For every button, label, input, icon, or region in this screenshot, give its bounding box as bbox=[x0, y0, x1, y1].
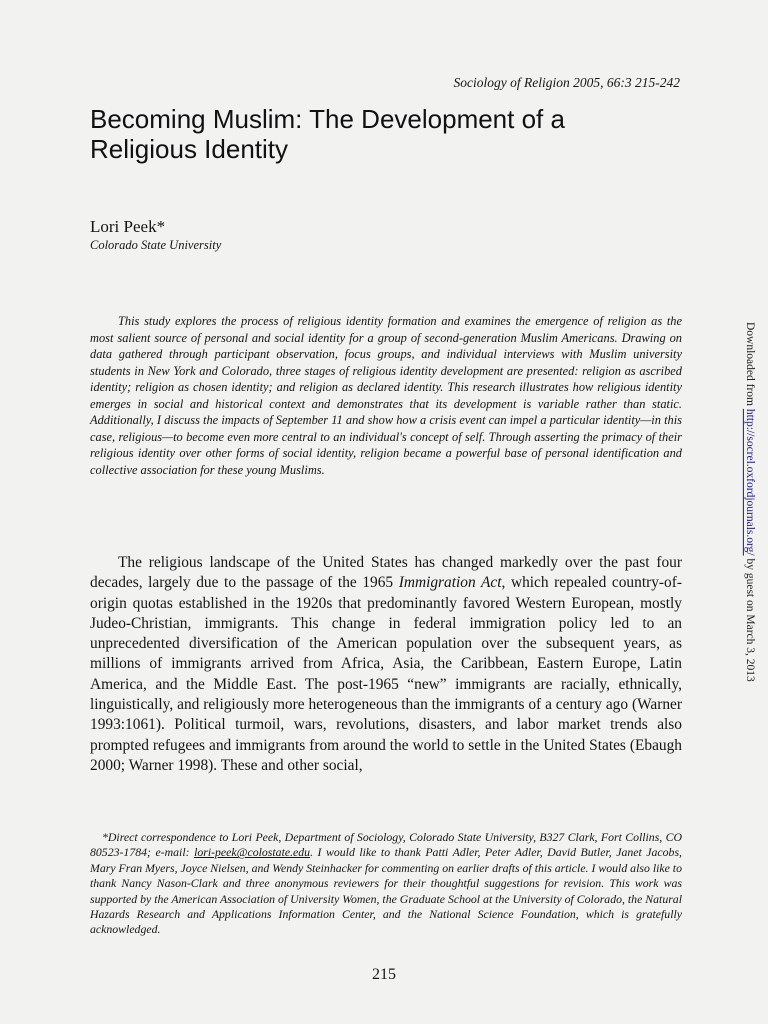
footnote-email-link[interactable]: lori-peek@colostate.edu bbox=[194, 845, 311, 860]
download-notice bbox=[744, 322, 756, 682]
journal-reference: Sociology of Religion 2005, 66:3 215-242 bbox=[453, 75, 680, 90]
abstract: This study explores the process of religious identity formation and examines the emergence of religion as the most salient source of personal and social identity for a group of second-generation Muslim Americans. Drawing on data gathered through participant observation, focus groups, and individual interviews with Muslim university students in New York and Colorado, three stages of religious identity development are presented: religion as ascribed identity; religion as chosen identity; and religion as declared identity. This research illustrates how religious identity emerges in social and historical context and demonstrates that its development is variable rather than static. Additionally, I discuss the impacts of September 11 and show how a crisis event can impel a particular identity—in this case, religious—to become even more central to an individual's concept of self. Through asserting the primacy of their religious identity over other forms of social identity, religion became a powerful base of personal identification and collective association for these young Muslims. bbox=[90, 314, 682, 477]
body-text-start: The religious landscape of the United States has changed markedly over the past four decades, largely due to the passage of the 1965 bbox=[90, 554, 682, 592]
body-italic-term: Immigration Act bbox=[398, 574, 502, 592]
author-affiliation: Colorado State University bbox=[90, 238, 222, 252]
footnote bbox=[90, 830, 682, 938]
download-notice-suffix: by guest on March 3, 2013 bbox=[744, 555, 756, 682]
article-title: Becoming Muslim: The Development of a Religious Identity bbox=[90, 104, 565, 164]
author-name: Lori Peek* bbox=[90, 217, 166, 236]
download-url-link[interactable]: http://socrel.oxfordjournals.org/ bbox=[744, 408, 756, 556]
footnote-rest: . I would like to thank Patti Adler, Peter Adler, David Butler, Janet Jacobs, Mary Fran Myers, Joyce Nielsen, and Wendy Steinhacker for commenting on earlier drafts of this article. I would also like to thank Nancy Nason-Clark and three anonymous reviewers for their thoughtful suggestions for revision. This work was supported by the American Association of University Women, the Graduate School at the University of Colorado, the Natural Hazards Research and Applications Information Center, and the National Science Foundation, which is gratefully acknowledged. bbox=[90, 845, 682, 937]
body-text-rest: , which repealed country-of-origin quotas established in the 1920s that predominantly favored Western European, mostly Judeo-Christian, immigrants. This change in federal immigration policy led to an unprecedented diversification of the American population over the subsequent years, as millions of immigrants arrived from Africa, Asia, the Caribbean, Eastern Europe, Latin America, and the Middle East. The post-1965 “new” immigrants are racially, ethnically, linguistically, and religiously more heterogeneous than the immigrants of a century ago (Warner 1993:1061). Political turmoil, wars, revolutions, disasters, and labor market trends also prompted refugees and immigrants from around the world to settle in the United States (Ebaugh 2000; Warner 1998). These and other social, bbox=[90, 574, 682, 774]
page-number: 215 bbox=[372, 966, 396, 983]
footnote-start: *Direct correspondence to Lori Peek, Department of Sociology, Colorado State University, B327 Clark, Fort Collins, CO 80523-1784; e-mail: bbox=[90, 830, 682, 860]
body-paragraph bbox=[90, 553, 682, 776]
download-notice-prefix: Downloaded from bbox=[744, 322, 756, 409]
